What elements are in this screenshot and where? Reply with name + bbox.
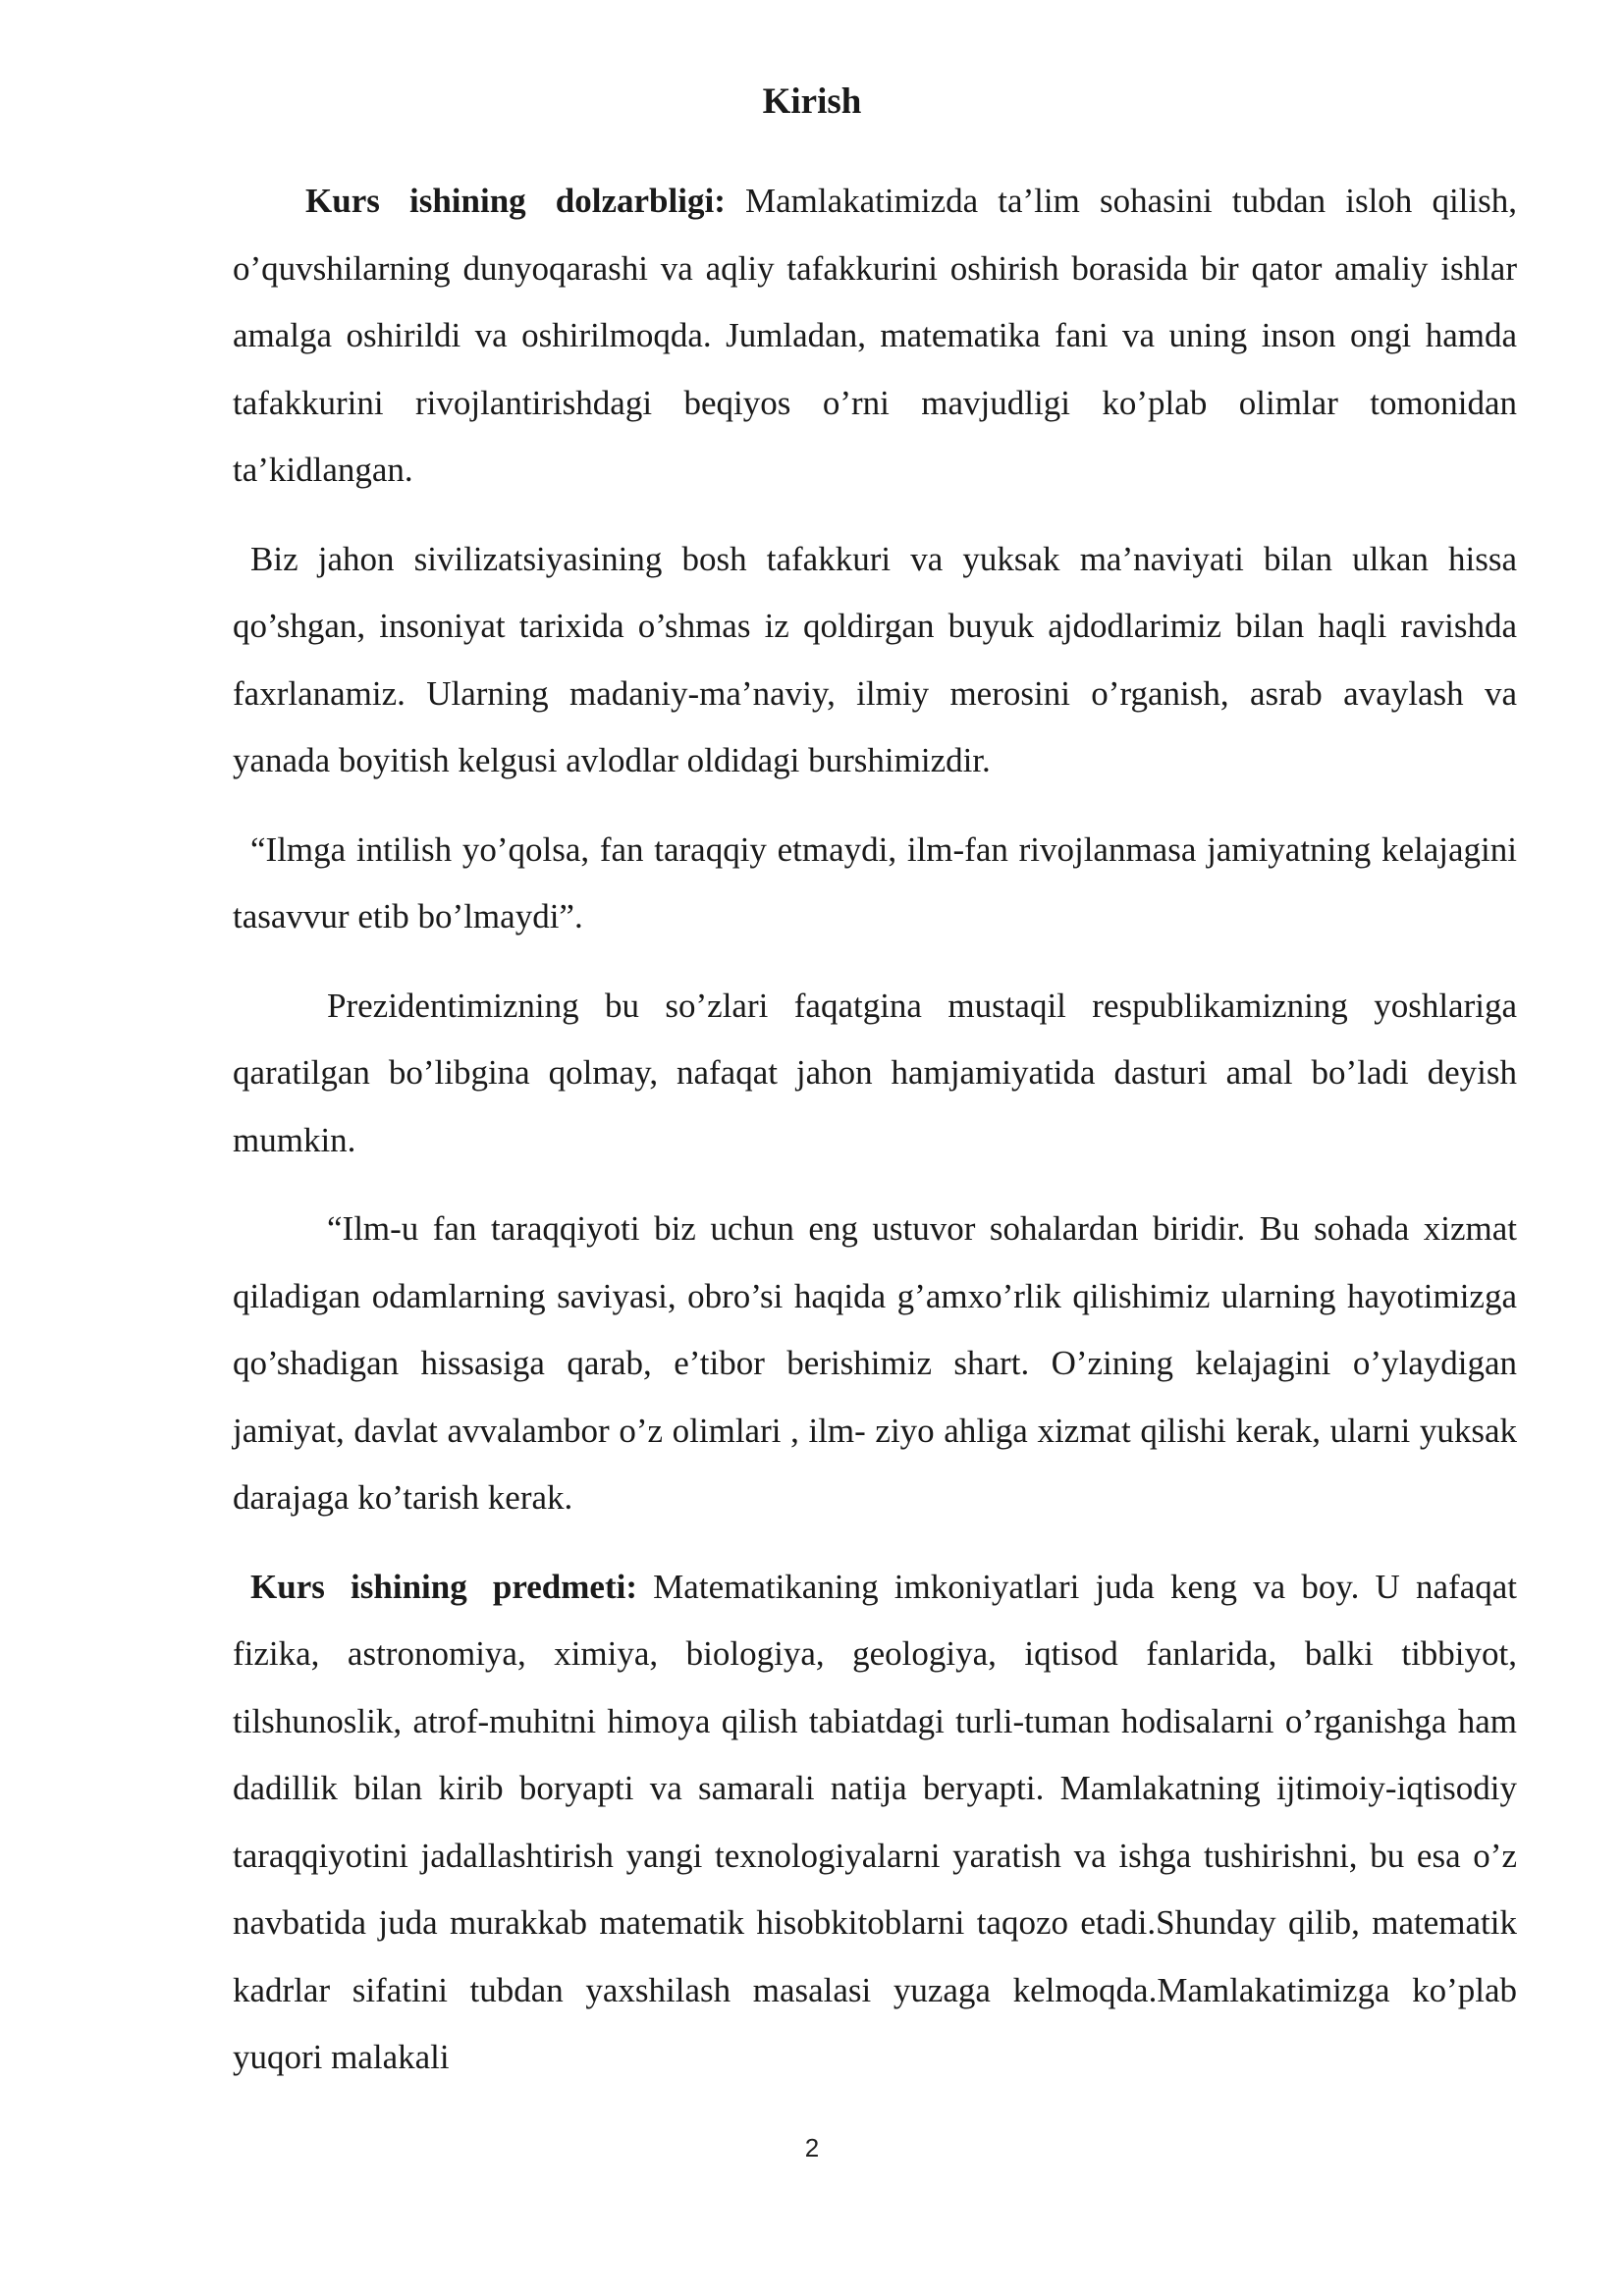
paragraph-text: “Ilmga intilish yo’qolsa, fan taraqqiy etmaydi, ilm-fan rivojlanmasa jamiyatning kelajagini tasavvur etib bo’lmaydi”.: [233, 829, 1517, 935]
paragraph-lead: Kurs ishining predmeti:: [250, 1567, 637, 1606]
paragraph-relevance: [233, 168, 1517, 505]
paragraph-text: Prezidentimizning bu so’zlari faqatgina mustaqil respublikamizning yoshlariga qaratilgan bo’libgina qolmay, nafaqat jahon hamjamiyatida dasturi amal bo’ladi deyish mumkin.: [233, 986, 1517, 1159]
paragraph-text: Matematikaning imkoniyatlari juda keng va boy. U nafaqat fizika, astronomiya, ximiya, biologiya, geologiya, iqtisod fanlarida, balki tibbiyot, tilshunoslik, atrof-muhitni himoya qilish tabiatdagi turli-tuman hodisalarni o’rganishga ham dadillik bilan kirib boryapti va samarali natija beryapti. Mamlakatning ijtimoiy-iqtisodiy taraqqiyotini jadallashtirish yangi texnologiyalarni yaratish va ishga tushirishni, bu esa o’z navbatida juda murakkab matematik hisobkitoblarni taqozo etadi.Shunday qilib, matematik kadrlar sifatini tubdan yaxshilash masalasi yuzaga kelmoqda.Mamlakatimizga ko’plab yuqori malakali: [233, 1567, 1517, 2076]
document-body: [233, 168, 1517, 2092]
paragraph-president-words: [233, 973, 1517, 1175]
paragraph-text: Mamlakatimizda ta’lim sohasini tubdan isloh qilish, o’quvshilarning dunyoqarashi va aqliy tafakkurini oshirish borasida bir qator amaliy ishlar amalga oshirildi va oshirilmoqda. Jumladan, matematika fani va uning inson ongi hamda tafakkurini rivojlantirishdagi beqiyos o’rni mavjudligi ko’plab olimlar tomonidan ta’kidlangan.: [233, 182, 1517, 489]
page-number: 2: [804, 2133, 820, 2163]
paragraph-lead: Kurs ishining dolzarbligi:: [305, 182, 726, 220]
paragraph-quote-science: [233, 817, 1517, 951]
paragraph-quote-priority: [233, 1196, 1517, 1532]
paragraph-text: Biz jahon sivilizatsiyasining bosh tafakkuri va yuksak ma’naviyati bilan ulkan hissa qo’shgan, insoniyat tarixida o’shmas iz qoldirgan buyuk ajdodlarimiz bilan haqli ravishda faxrlanamiz. Ularning madaniy-ma’naviy, ilmiy merosini o’rganish, asrab avaylash va yanada boyitish kelgusi avlodlar oldidagi burshimizdir.: [233, 539, 1517, 779]
section-title: Kirish: [762, 81, 862, 122]
paragraph-subject: [233, 1554, 1517, 2092]
paragraph-ancestors: [233, 526, 1517, 795]
paragraph-text: “Ilm-u fan taraqqiyoti biz uchun eng ustuvor sohalardan biridir. Bu sohada xizmat qiladigan odamlarning saviyasi, obro’si haqida g’amxo’rlik qilishimiz ularning hayotimizga qo’shadigan hissasiga qarab, e’tibor berishimiz shart. O’zining kelajagini o’ylaydigan jamiyat, davlat avvalambor o’z olimlari , ilm- ziyo ahliga xizmat qilishi kerak, ularni yuksak darajaga ko’tarish kerak.: [233, 1209, 1517, 1517]
